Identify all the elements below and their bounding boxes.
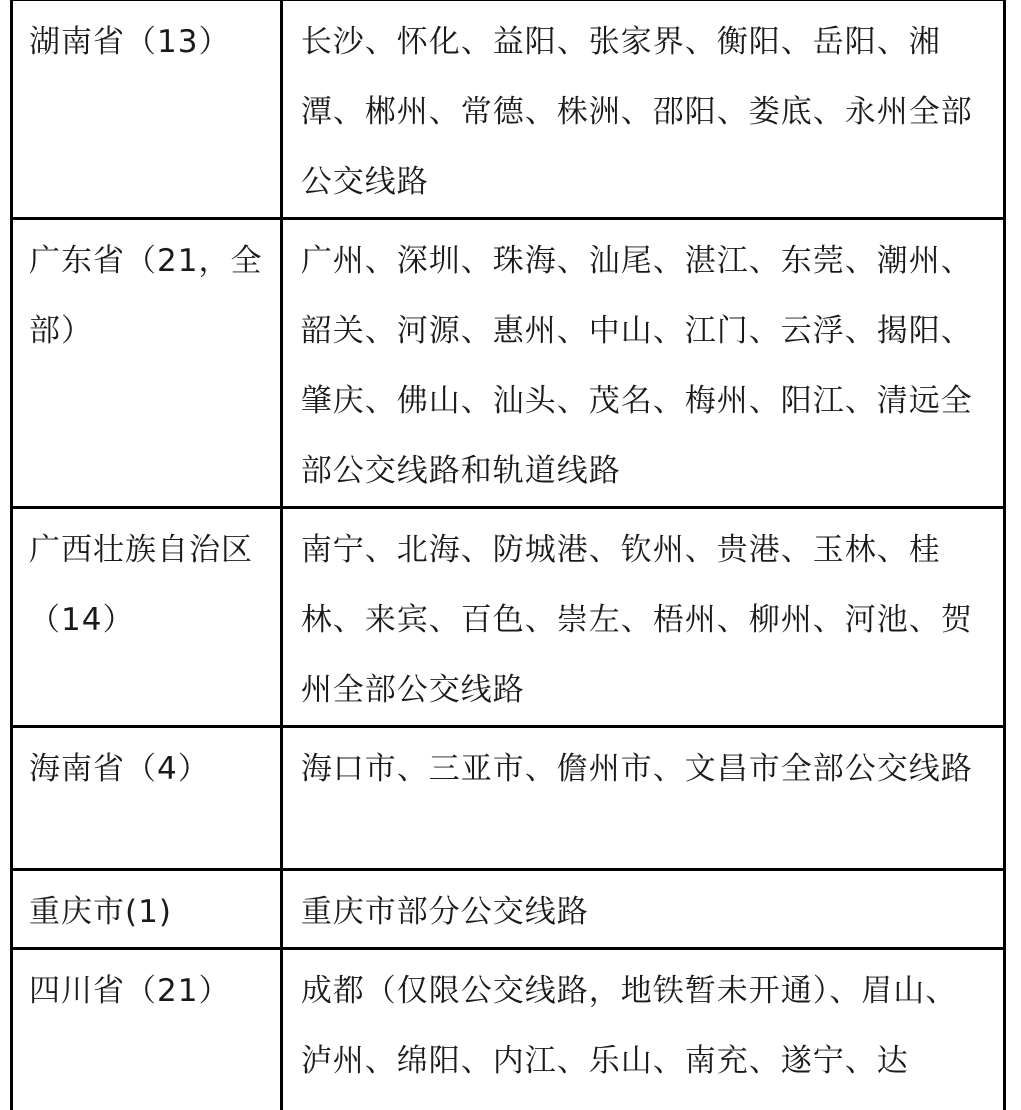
region-cell (12, 219, 282, 508)
city-list: 广州、深圳、珠海、汕尾、湛江、东莞、潮州、韶关、河源、惠州、中山、江门、云浮、揭阳、肇庆、佛山、汕头、茂名、梅州、阳江、清远全部公交线路和轨道线路 (283, 220, 1003, 506)
region-cell (12, 508, 282, 727)
region-cell (12, 727, 282, 870)
cities-cell (281, 508, 1004, 727)
table-row (12, 508, 1005, 727)
city-list: 海口市、三亚市、儋州市、文昌市全部公交线路 (283, 728, 1003, 804)
region-name: 重庆市(1) (13, 871, 280, 947)
cities-cell (281, 0, 1004, 219)
cities-cell (281, 870, 1004, 949)
table-row (12, 727, 1005, 870)
region-name: 广东省（21，全部） (13, 220, 280, 366)
region-name: 四川省（21） (13, 950, 280, 1026)
table-row (12, 949, 1005, 1110)
region-name: 湖南省（13） (13, 1, 280, 77)
cities-cell (281, 727, 1004, 870)
city-list: 长沙、怀化、益阳、张家界、衡阳、岳阳、湘潭、郴州、常德、株洲、邵阳、娄底、永州全部公交线路 (283, 1, 1003, 217)
table-row (12, 0, 1005, 219)
region-name: 海南省（4） (13, 728, 280, 804)
region-cell (12, 870, 282, 949)
table-row (12, 219, 1005, 508)
table-row (12, 870, 1005, 949)
region-name: 广西壮族自治区（14） (13, 509, 280, 655)
city-list: 成都（仅限公交线路，地铁暂未开通）、眉山、泸州、绵阳、内江、乐山、南充、遂宁、达 (283, 950, 1003, 1096)
city-list: 南宁、北海、防城港、钦州、贵港、玉林、桂林、来宾、百色、崇左、梧州、柳州、河池、贺州全部公交线路 (283, 509, 1003, 725)
region-cell (12, 0, 282, 219)
region-cell (12, 949, 282, 1110)
cities-cell (281, 219, 1004, 508)
city-list: 重庆市部分公交线路 (283, 871, 1003, 947)
transit-coverage-table (10, 0, 1006, 1110)
cities-cell (281, 949, 1004, 1110)
